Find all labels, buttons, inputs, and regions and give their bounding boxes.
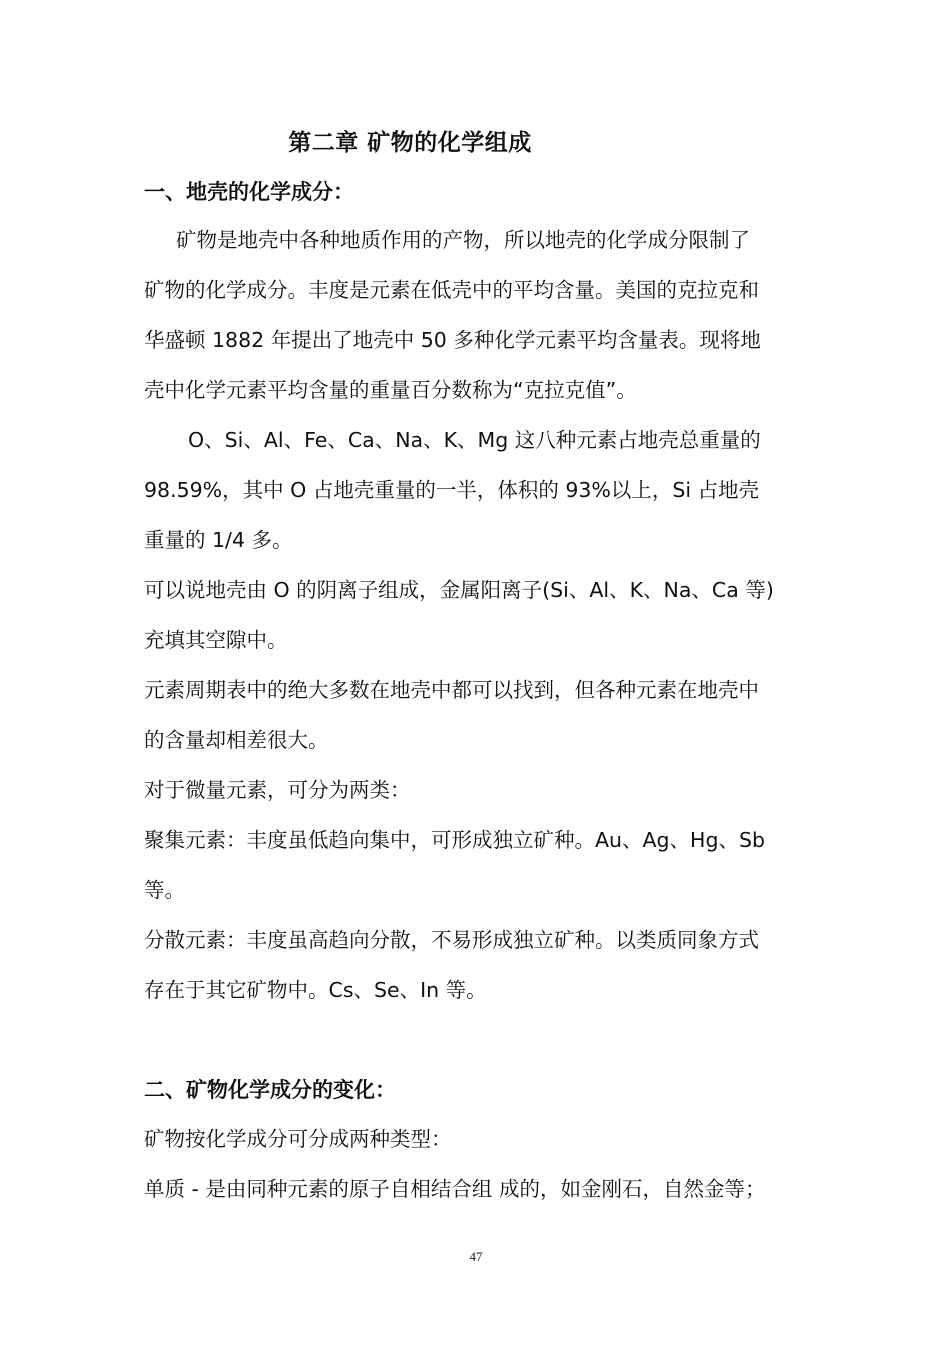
text-line: 重量的 1/4 多。 (144, 528, 293, 552)
text-line: 矿物的化学成分。丰度是元素在低壳中的平均含量。美国的克拉克和 (144, 278, 759, 302)
text-line: 存在于其它矿物中。Cs、Se、In 等。 (144, 978, 487, 1002)
text-line: 分散元素：丰度虽高趋向分散，不易形成独立矿种。以类质同象方式 (144, 928, 759, 952)
text-line: 单质 - 是由同种元素的原子自相结合组 成的，如金刚石，自然金等； (144, 1177, 766, 1201)
text-line: 矿物是地壳中各种地质作用的产物，所以地壳的化学成分限制了 (176, 228, 750, 252)
paragraph-oxygen-anions (144, 565, 812, 665)
paragraph-periodic-table (144, 665, 812, 765)
page-number: 47 (469, 1249, 483, 1264)
text-line: 元素周期表中的绝大多数在地壳中都可以找到，但各种元素在地壳中 (144, 678, 759, 702)
paragraph-dispersed-elements (144, 915, 812, 1015)
text-line: 98.59%，其中 O 占地壳重量的一半，体积的 93%以上，Si 占地壳 (144, 478, 760, 502)
paragraph-trace-elements (144, 765, 812, 815)
paragraph-concentrated-elements (144, 815, 812, 915)
text-line: 等。 (144, 878, 185, 902)
section-heading-2: 二、矿物化学成分的变化： (144, 1078, 396, 1102)
section-heading-1: 一、地壳的化学成分： (144, 180, 354, 204)
text-line: 壳中化学元素平均含量的重量百分数称为“克拉克值”。 (144, 378, 637, 402)
text-line: O、Si、Al、Fe、Ca、Na、K、Mg 这八种元素占地壳总重量的 (188, 428, 761, 452)
paragraph-crust-composition (144, 215, 812, 415)
text-line: 可以说地壳由 O 的阴离子组成，金属阳离子(Si、Al、K、Na、Ca 等) (144, 578, 774, 602)
text-line: 矿物按化学成分可分成两种类型： (144, 1127, 452, 1151)
paragraph-eight-elements (144, 415, 812, 565)
text-line: 充填其空隙中。 (144, 628, 288, 652)
paragraph-mineral-types (144, 1114, 812, 1214)
text-line: 华盛顿 1882 年提出了地壳中 50 多种化学元素平均含量表。现将地 (144, 328, 761, 352)
chapter-title: 第二章 矿物的化学组成 (288, 130, 532, 156)
text-line: 聚集元素：丰度虽低趋向集中，可形成独立矿种。Au、Ag、Hg、Sb (144, 828, 766, 852)
text-line: 的含量却相差很大。 (144, 728, 329, 752)
text-line: 对于微量元素，可分为两类： (144, 778, 411, 802)
